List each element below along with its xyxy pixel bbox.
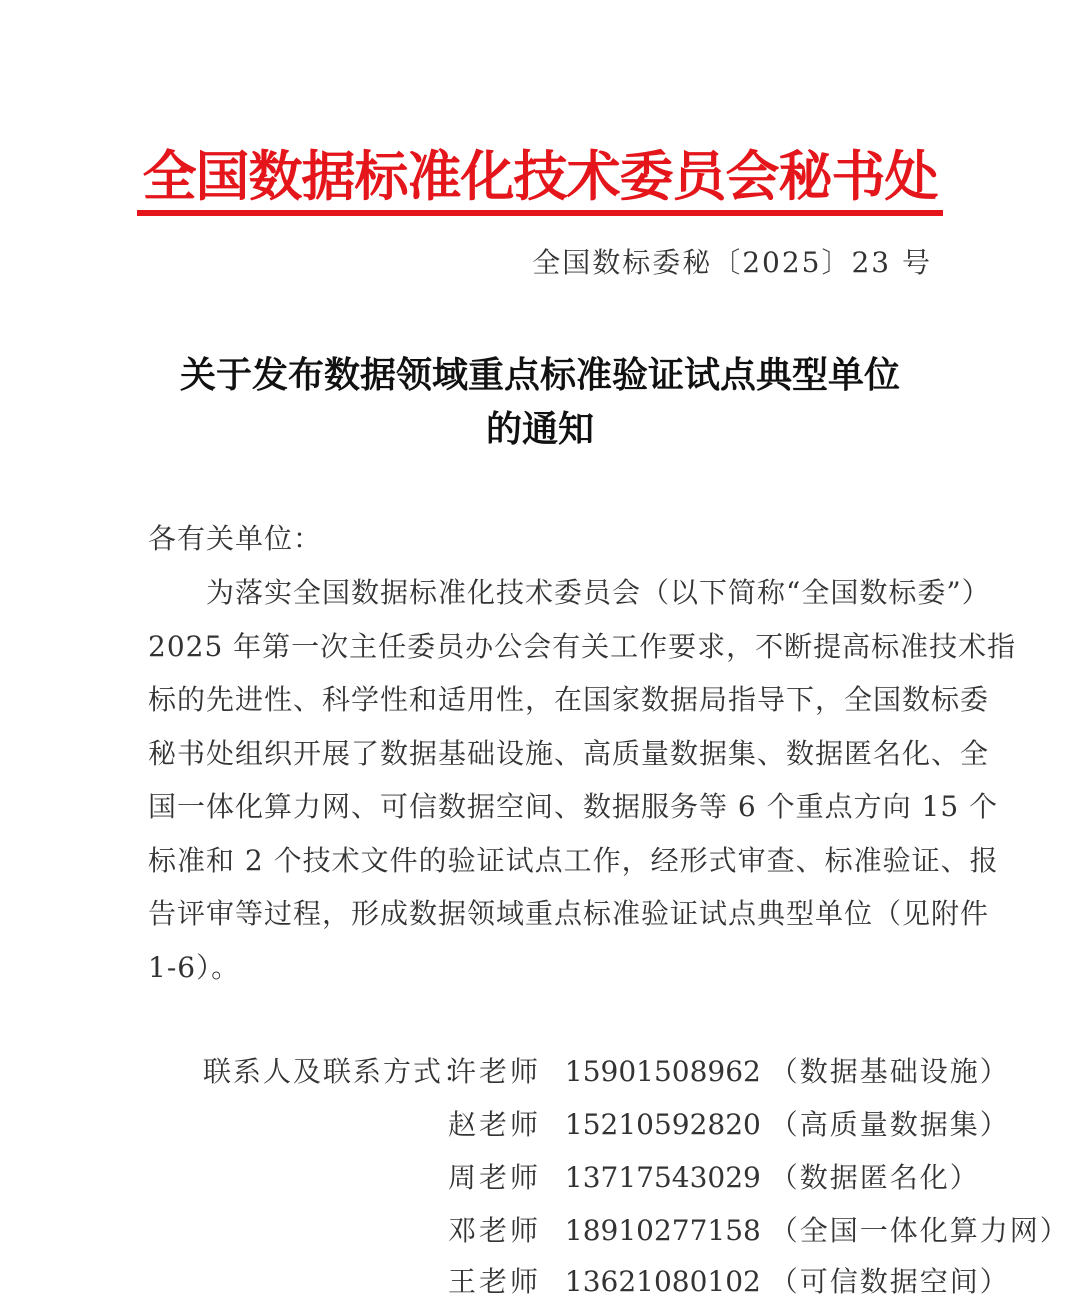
contact-row bbox=[448, 1050, 1010, 1094]
notice-title-line-2: 的通知 bbox=[485, 408, 594, 450]
contact-area: （数据匿名化） bbox=[769, 1161, 980, 1194]
contact-name: 周老师 bbox=[448, 1161, 542, 1194]
salutation: 各有关单位： bbox=[148, 522, 323, 555]
body-line: 告评审等过程，形成数据领域重点标准验证试点典型单位（见附件 bbox=[148, 897, 990, 930]
issuer-heading: 全国数据标准化技术委员会秘书处 bbox=[142, 145, 938, 208]
contact-name: 许老师 bbox=[448, 1055, 542, 1088]
contact-phone: 13621080102 bbox=[564, 1265, 761, 1298]
contact-name: 赵老师 bbox=[448, 1108, 542, 1141]
body-line: 2025 年第一次主任委员办公会有关工作要求，不断提高标准技术指 bbox=[148, 629, 1017, 663]
body-line: 标准和 2 个技术文件的验证试点工作，经形式审查、标准验证、报 bbox=[148, 843, 999, 877]
red-divider-line bbox=[137, 210, 943, 216]
contact-phone: 15901508962 bbox=[564, 1055, 761, 1088]
contact-area: （高质量数据集） bbox=[769, 1108, 1010, 1141]
contact-phone: 13717543029 bbox=[564, 1161, 761, 1194]
contacts-label: 联系人及联系方式： bbox=[203, 1055, 474, 1088]
contact-phone: 18910277158 bbox=[564, 1214, 761, 1247]
contact-phone: 15210592820 bbox=[564, 1108, 761, 1141]
body-line: 为落实全国数据标准化技术委员会（以下简称“全国数标委”） bbox=[148, 576, 991, 609]
contact-row bbox=[448, 1156, 980, 1200]
contact-area: （可信数据空间） bbox=[769, 1265, 1010, 1298]
body-paragraph bbox=[148, 571, 1017, 999]
contact-name: 王老师 bbox=[448, 1265, 542, 1298]
contact-row bbox=[448, 1260, 1010, 1304]
body-line: 国一体化算力网、可信数据空间、数据服务等 6 个重点方向 15 个 bbox=[148, 790, 999, 823]
body-line: 1-6）。 bbox=[148, 950, 241, 984]
notice-title bbox=[140, 348, 940, 456]
contact-area: （全国一体化算力网） bbox=[769, 1214, 1070, 1247]
body-line: 标的先进性、科学性和适用性，在国家数据局指导下，全国数标委 bbox=[148, 683, 990, 716]
contact-row bbox=[448, 1103, 1010, 1147]
document-number: 全国数标委秘〔2025〕23 号 bbox=[532, 246, 932, 279]
body-line: 秘书处组织开展了数据基础设施、高质量数据集、数据匿名化、全 bbox=[148, 736, 990, 770]
contact-area: （数据基础设施） bbox=[769, 1055, 1010, 1088]
contact-row bbox=[448, 1209, 1070, 1253]
contact-name: 邓老师 bbox=[448, 1214, 542, 1247]
notice-title-line-1: 关于发布数据领域重点标准验证试点典型单位 bbox=[179, 354, 900, 396]
